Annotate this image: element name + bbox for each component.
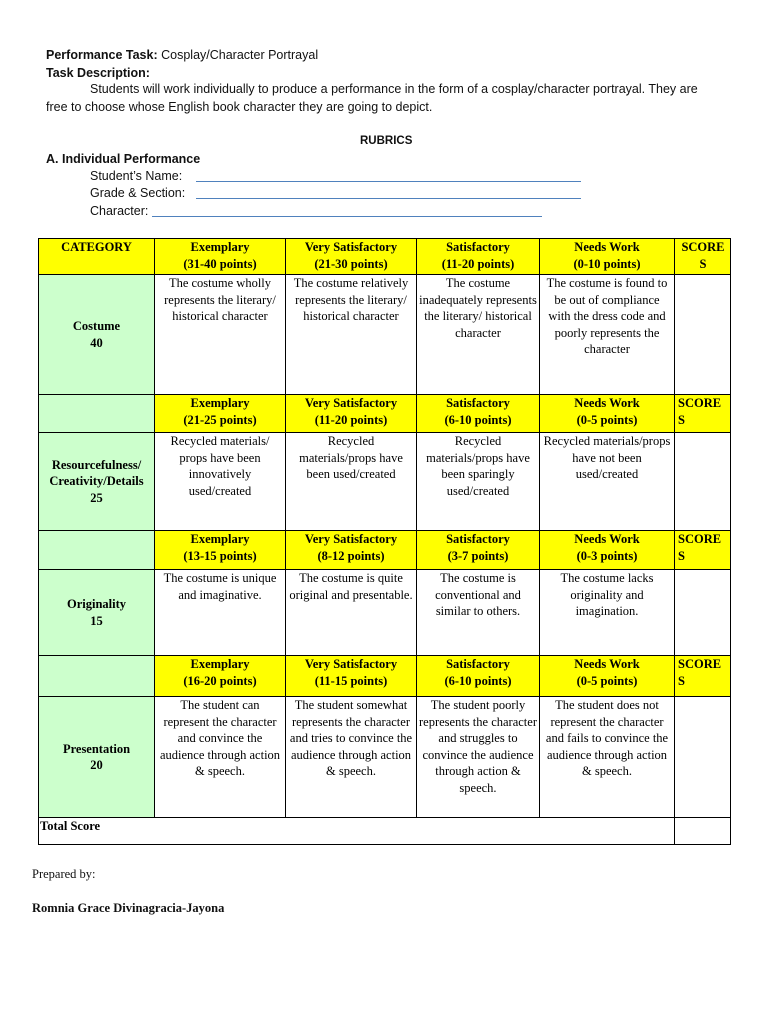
descriptor-cell: The costume inadequately represents the literary/ historical character [417, 275, 540, 395]
category-cell-costume: Costume 40 [39, 275, 155, 395]
category-spacer [39, 395, 155, 433]
level-header: Satisfactory (6-10 points) [417, 656, 540, 697]
descriptor-cell: The student somewhat represents the character and tries to convince the audience through action & speech. [286, 697, 417, 818]
performance-task-line [46, 48, 318, 62]
score-cell-resourcefulness[interactable] [675, 433, 731, 531]
total-score-label: Total Score [39, 818, 675, 845]
level-header: Very Satisfactory (11-15 points) [286, 656, 417, 697]
level-header: Very Satisfactory (11-20 points) [286, 395, 417, 433]
criteria-row-costume [39, 275, 731, 395]
category-cell-presentation: Presentation 20 [39, 697, 155, 818]
descriptor-cell: The costume is found to be out of compliance with the dress code and poorly represents the character [540, 275, 675, 395]
score-header: SCORES [675, 531, 731, 570]
descriptor-cell: Recycled materials/props have not been used/created [540, 433, 675, 531]
rubric-table [38, 238, 731, 845]
performance-task-label: Performance Task: [46, 48, 158, 62]
level-header: Satisfactory (3-7 points) [417, 531, 540, 570]
descriptor-cell: The costume relatively represents the literary/ historical character [286, 275, 417, 395]
level-header: Needs Work (0-3 points) [540, 531, 675, 570]
total-score-cell[interactable] [675, 818, 731, 845]
level-header: Very Satisfactory (21-30 points) [286, 239, 417, 275]
category-cell-resourcefulness: Resourcefulness/ Creativity/Details 25 [39, 433, 155, 531]
descriptor-cell: The costume is conventional and similar to others. [417, 570, 540, 656]
score-cell-costume[interactable] [675, 275, 731, 395]
grade-section-label: Grade & Section: [90, 186, 186, 200]
level-header-row [39, 395, 731, 433]
performance-task-value: Cosplay/Character Portrayal [161, 48, 319, 62]
descriptor-cell: Recycled materials/props have been used/created [286, 433, 417, 531]
level-header: Exemplary (16-20 points) [155, 656, 286, 697]
level-header: Very Satisfactory (8-12 points) [286, 531, 417, 570]
level-header: Satisfactory (6-10 points) [417, 395, 540, 433]
descriptor-cell: Recycled materials/props have been sparingly used/created [417, 433, 540, 531]
total-score-row [39, 818, 731, 845]
level-header: Needs Work (0-5 points) [540, 395, 675, 433]
descriptor-cell: The costume wholly represents the literary/ historical character [155, 275, 286, 395]
student-name-field[interactable] [196, 181, 581, 182]
criteria-row-originality [39, 570, 731, 656]
rubrics-title: RUBRICS [360, 135, 413, 147]
student-name-label: Student’s Name: [90, 169, 183, 183]
category-spacer [39, 531, 155, 570]
author-name: Romnia Grace Divinagracia-Jayona [32, 901, 225, 915]
level-header-row [39, 531, 731, 570]
criteria-row-resourcefulness [39, 433, 731, 531]
level-header: Needs Work (0-10 points) [540, 239, 675, 275]
category-spacer [39, 656, 155, 697]
score-cell-originality[interactable] [675, 570, 731, 656]
descriptor-cell: The student can represent the character and convince the audience through action & speech. [155, 697, 286, 818]
level-header: Exemplary (31-40 points) [155, 239, 286, 275]
prepared-by-label: Prepared by: [32, 867, 96, 881]
score-header: SCORES [675, 395, 731, 433]
section-title: A. Individual Performance [46, 152, 201, 166]
descriptor-cell: The costume is quite original and presentable. [286, 570, 417, 656]
score-header: SCORES [675, 239, 731, 275]
descriptor-cell: Recycled materials/ props have been innovatively used/created [155, 433, 286, 531]
character-label: Character: [90, 204, 149, 218]
score-header: SCORES [675, 656, 731, 697]
character-field[interactable] [152, 216, 542, 217]
task-description-line-1: Students will work individually to produce a performance in the form of a cosplay/character portrayal. They are [90, 82, 698, 96]
task-description-label: Task Description: [46, 66, 150, 80]
level-header: Exemplary (21-25 points) [155, 395, 286, 433]
level-header-row [39, 656, 731, 697]
descriptor-cell: The costume is unique and imaginative. [155, 570, 286, 656]
category-cell-originality: Originality 15 [39, 570, 155, 656]
level-header-row [39, 239, 731, 275]
descriptor-cell: The costume lacks originality and imagination. [540, 570, 675, 656]
task-description-line-2: free to choose whose English book character they are going to depict. [46, 100, 433, 114]
level-header: Satisfactory (11-20 points) [417, 239, 540, 275]
level-header: Needs Work (0-5 points) [540, 656, 675, 697]
descriptor-cell: The student poorly represents the character and struggles to convince the audience through action & speech. [417, 697, 540, 818]
category-header: CATEGORY [39, 239, 155, 275]
descriptor-cell: The student does not represent the character and fails to convince the audience through action & speech. [540, 697, 675, 818]
level-header: Exemplary (13-15 points) [155, 531, 286, 570]
grade-section-field[interactable] [196, 198, 581, 199]
score-cell-presentation[interactable] [675, 697, 731, 818]
criteria-row-presentation [39, 697, 731, 818]
